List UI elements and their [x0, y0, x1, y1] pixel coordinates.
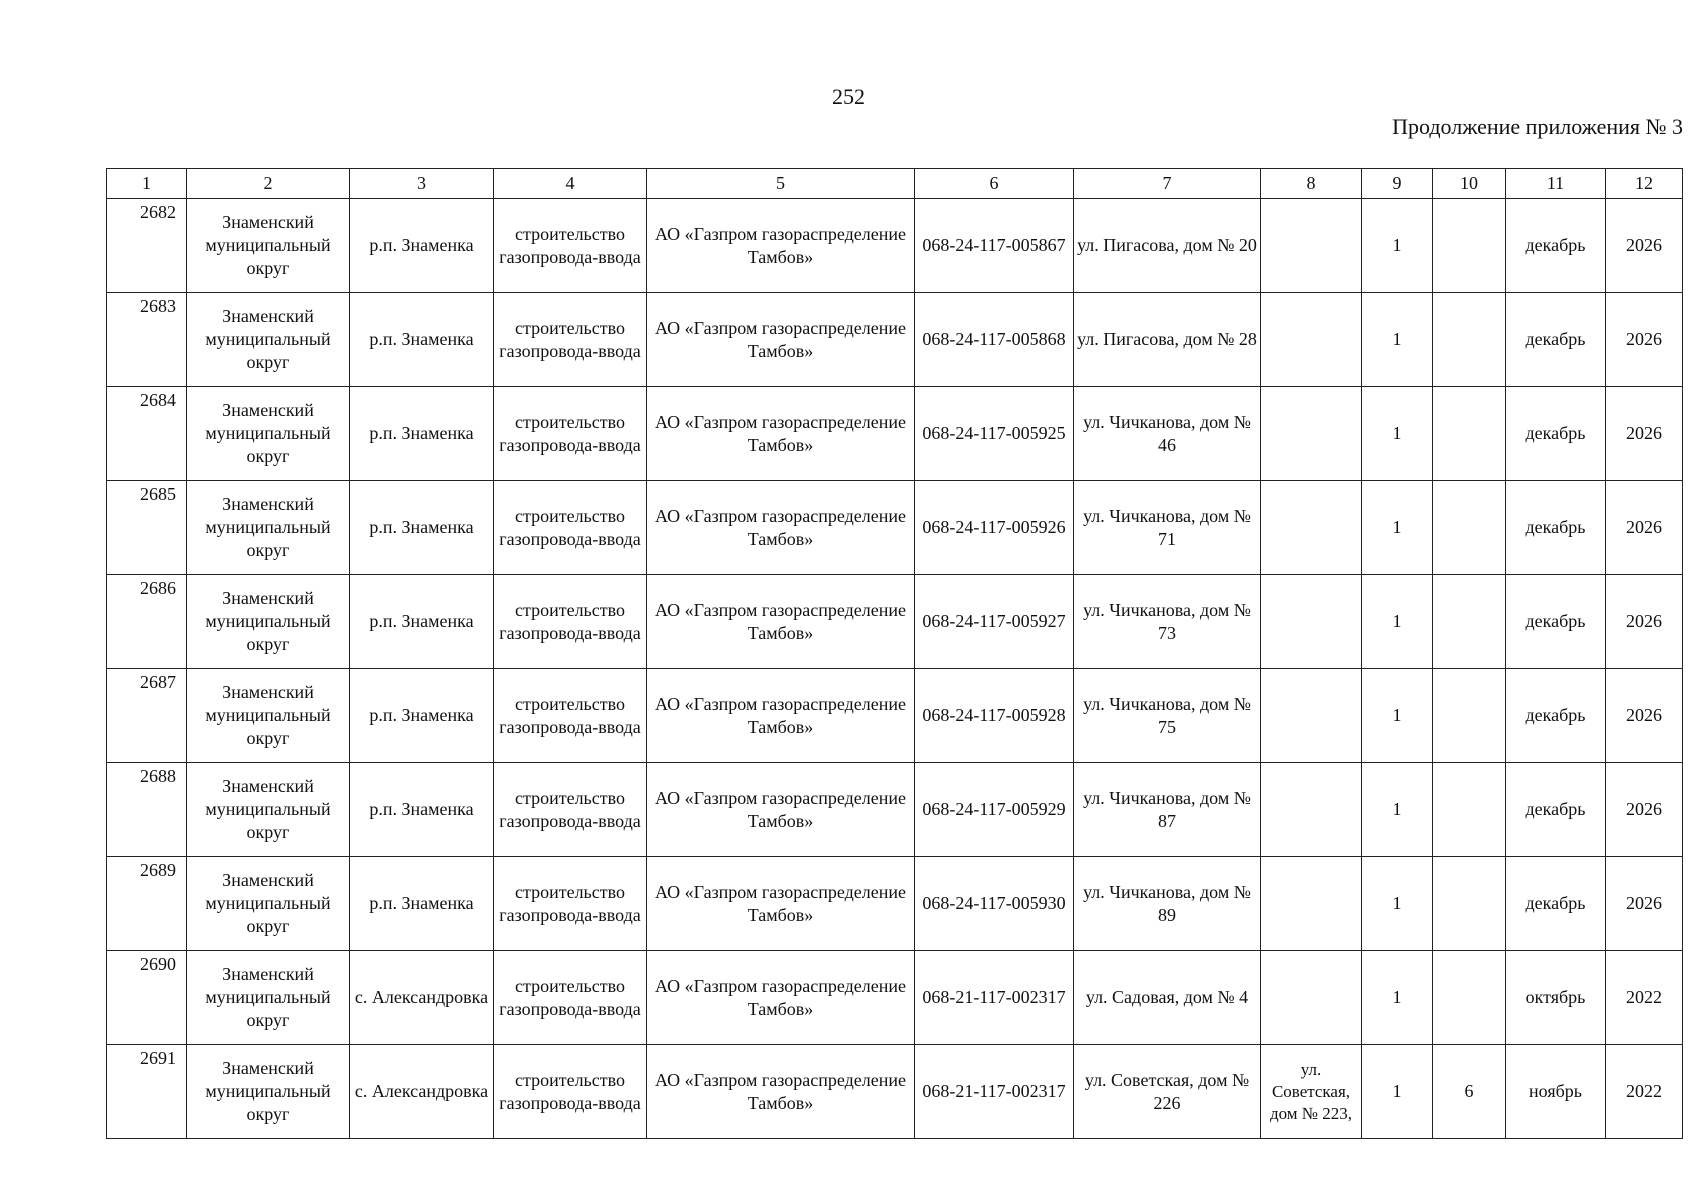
district-cell: Знаменский муниципальный округ	[187, 1045, 350, 1139]
column-header: 7	[1074, 169, 1261, 199]
work-type-cell: строительство газопровода-ввода	[494, 199, 647, 293]
organization-cell: АО «Газпром газораспределение Тамбов»	[647, 857, 915, 951]
object-code-cell: 068-24-117-005929	[915, 763, 1074, 857]
year-cell: 2026	[1606, 857, 1683, 951]
column-header: 3	[350, 169, 494, 199]
table-row	[107, 763, 1683, 857]
month-cell: декабрь	[1506, 293, 1606, 387]
extra-address-cell	[1261, 575, 1362, 669]
row-number-cell: 2691	[107, 1045, 187, 1139]
year-cell: 2022	[1606, 951, 1683, 1045]
count-cell: 1	[1362, 575, 1433, 669]
quantity-cell: 6	[1433, 1045, 1506, 1139]
table-row	[107, 575, 1683, 669]
work-type-cell: строительство газопровода-ввода	[494, 763, 647, 857]
organization-cell: АО «Газпром газораспределение Тамбов»	[647, 199, 915, 293]
settlement-cell: р.п. Знаменка	[350, 293, 494, 387]
count-cell: 1	[1362, 481, 1433, 575]
organization-cell: АО «Газпром газораспределение Тамбов»	[647, 481, 915, 575]
work-type-cell: строительство газопровода-ввода	[494, 481, 647, 575]
appendix-continuation-note: Продолжение приложения № 3	[1392, 114, 1683, 139]
address-cell: ул. Чичканова, дом № 89	[1074, 857, 1261, 951]
address-cell: ул. Чичканова, дом № 71	[1074, 481, 1261, 575]
month-cell: декабрь	[1506, 481, 1606, 575]
work-type-cell: строительство газопровода-ввода	[494, 293, 647, 387]
row-number-cell: 2689	[107, 857, 187, 951]
month-cell: декабрь	[1506, 575, 1606, 669]
column-header: 5	[647, 169, 915, 199]
count-cell: 1	[1362, 951, 1433, 1045]
row-number-cell: 2683	[107, 293, 187, 387]
address-cell: ул. Садовая, дом № 4	[1074, 951, 1261, 1045]
settlement-cell: с. Александровка	[350, 1045, 494, 1139]
district-cell: Знаменский муниципальный округ	[187, 951, 350, 1045]
extra-address-cell	[1261, 481, 1362, 575]
row-number-cell: 2687	[107, 669, 187, 763]
district-cell: Знаменский муниципальный округ	[187, 669, 350, 763]
month-cell: ноябрь	[1506, 1045, 1606, 1139]
work-type-cell: строительство газопровода-ввода	[494, 951, 647, 1045]
address-cell: ул. Советская, дом № 226	[1074, 1045, 1261, 1139]
quantity-cell	[1433, 575, 1506, 669]
table-row	[107, 1045, 1683, 1139]
organization-cell: АО «Газпром газораспределение Тамбов»	[647, 763, 915, 857]
table-row	[107, 481, 1683, 575]
count-cell: 1	[1362, 1045, 1433, 1139]
extra-address-cell	[1261, 763, 1362, 857]
organization-cell: АО «Газпром газораспределение Тамбов»	[647, 575, 915, 669]
column-header: 2	[187, 169, 350, 199]
object-code-cell: 068-24-117-005927	[915, 575, 1074, 669]
extra-address-cell	[1261, 669, 1362, 763]
month-cell: декабрь	[1506, 387, 1606, 481]
work-type-cell: строительство газопровода-ввода	[494, 575, 647, 669]
work-type-cell: строительство газопровода-ввода	[494, 669, 647, 763]
address-cell: ул. Пигасова, дом № 28	[1074, 293, 1261, 387]
organization-cell: АО «Газпром газораспределение Тамбов»	[647, 1045, 915, 1139]
column-header: 4	[494, 169, 647, 199]
count-cell: 1	[1362, 669, 1433, 763]
settlement-cell: р.п. Знаменка	[350, 199, 494, 293]
year-cell: 2026	[1606, 293, 1683, 387]
extra-address-cell	[1261, 951, 1362, 1045]
settlement-cell: р.п. Знаменка	[350, 857, 494, 951]
page-number: 252	[832, 84, 865, 109]
table-header-row	[107, 169, 1683, 199]
column-header: 10	[1433, 169, 1506, 199]
object-code-cell: 068-24-117-005928	[915, 669, 1074, 763]
district-cell: Знаменский муниципальный округ	[187, 857, 350, 951]
column-header: 1	[107, 169, 187, 199]
settlement-cell: р.п. Знаменка	[350, 481, 494, 575]
organization-cell: АО «Газпром газораспределение Тамбов»	[647, 951, 915, 1045]
column-header: 6	[915, 169, 1074, 199]
work-type-cell: строительство газопровода-ввода	[494, 387, 647, 481]
row-number-cell: 2688	[107, 763, 187, 857]
column-header: 8	[1261, 169, 1362, 199]
count-cell: 1	[1362, 857, 1433, 951]
row-number-cell: 2684	[107, 387, 187, 481]
extra-address-cell	[1261, 857, 1362, 951]
settlement-cell: р.п. Знаменка	[350, 575, 494, 669]
table-row	[107, 293, 1683, 387]
month-cell: декабрь	[1506, 199, 1606, 293]
month-cell: октябрь	[1506, 951, 1606, 1045]
month-cell: декабрь	[1506, 763, 1606, 857]
row-number-cell: 2686	[107, 575, 187, 669]
year-cell: 2026	[1606, 763, 1683, 857]
settlement-cell: р.п. Знаменка	[350, 387, 494, 481]
settlement-cell: р.п. Знаменка	[350, 763, 494, 857]
work-type-cell: строительство газопровода-ввода	[494, 1045, 647, 1139]
address-cell: ул. Чичканова, дом № 87	[1074, 763, 1261, 857]
district-cell: Знаменский муниципальный округ	[187, 387, 350, 481]
work-type-cell: строительство газопровода-ввода	[494, 857, 647, 951]
table-row	[107, 951, 1683, 1045]
table-row	[107, 857, 1683, 951]
district-cell: Знаменский муниципальный округ	[187, 293, 350, 387]
year-cell: 2026	[1606, 199, 1683, 293]
year-cell: 2026	[1606, 575, 1683, 669]
quantity-cell	[1433, 481, 1506, 575]
month-cell: декабрь	[1506, 857, 1606, 951]
count-cell: 1	[1362, 293, 1433, 387]
object-code-cell: 068-21-117-002317	[915, 1045, 1074, 1139]
quantity-cell	[1433, 293, 1506, 387]
object-code-cell: 068-24-117-005868	[915, 293, 1074, 387]
row-number-cell: 2690	[107, 951, 187, 1045]
address-cell: ул. Чичканова, дом № 75	[1074, 669, 1261, 763]
quantity-cell	[1433, 199, 1506, 293]
count-cell: 1	[1362, 199, 1433, 293]
quantity-cell	[1433, 951, 1506, 1045]
address-cell: ул. Чичканова, дом № 46	[1074, 387, 1261, 481]
extra-address-cell: ул. Советская, дом № 223,	[1261, 1045, 1362, 1139]
quantity-cell	[1433, 387, 1506, 481]
table-body	[107, 199, 1683, 1139]
district-cell: Знаменский муниципальный округ	[187, 575, 350, 669]
organization-cell: АО «Газпром газораспределение Тамбов»	[647, 387, 915, 481]
extra-address-cell	[1261, 293, 1362, 387]
settlement-cell: р.п. Знаменка	[350, 669, 494, 763]
district-cell: Знаменский муниципальный округ	[187, 763, 350, 857]
object-code-cell: 068-21-117-002317	[915, 951, 1074, 1045]
quantity-cell	[1433, 857, 1506, 951]
organization-cell: АО «Газпром газораспределение Тамбов»	[647, 669, 915, 763]
column-header: 12	[1606, 169, 1683, 199]
object-code-cell: 068-24-117-005926	[915, 481, 1074, 575]
extra-address-cell	[1261, 387, 1362, 481]
year-cell: 2022	[1606, 1045, 1683, 1139]
district-cell: Знаменский муниципальный округ	[187, 481, 350, 575]
year-cell: 2026	[1606, 669, 1683, 763]
object-code-cell: 068-24-117-005930	[915, 857, 1074, 951]
extra-address-cell	[1261, 199, 1362, 293]
column-header: 9	[1362, 169, 1433, 199]
row-number-cell: 2682	[107, 199, 187, 293]
organization-cell: АО «Газпром газораспределение Тамбов»	[647, 293, 915, 387]
column-header: 11	[1506, 169, 1606, 199]
settlement-cell: с. Александровка	[350, 951, 494, 1045]
table-row	[107, 199, 1683, 293]
object-code-cell: 068-24-117-005925	[915, 387, 1074, 481]
count-cell: 1	[1362, 387, 1433, 481]
object-code-cell: 068-24-117-005867	[915, 199, 1074, 293]
district-cell: Знаменский муниципальный округ	[187, 199, 350, 293]
table-row	[107, 387, 1683, 481]
quantity-cell	[1433, 669, 1506, 763]
registry-table	[106, 168, 1683, 1139]
count-cell: 1	[1362, 763, 1433, 857]
month-cell: декабрь	[1506, 669, 1606, 763]
year-cell: 2026	[1606, 387, 1683, 481]
year-cell: 2026	[1606, 481, 1683, 575]
quantity-cell	[1433, 763, 1506, 857]
address-cell: ул. Пигасова, дом № 20	[1074, 199, 1261, 293]
address-cell: ул. Чичканова, дом № 73	[1074, 575, 1261, 669]
table-row	[107, 669, 1683, 763]
row-number-cell: 2685	[107, 481, 187, 575]
